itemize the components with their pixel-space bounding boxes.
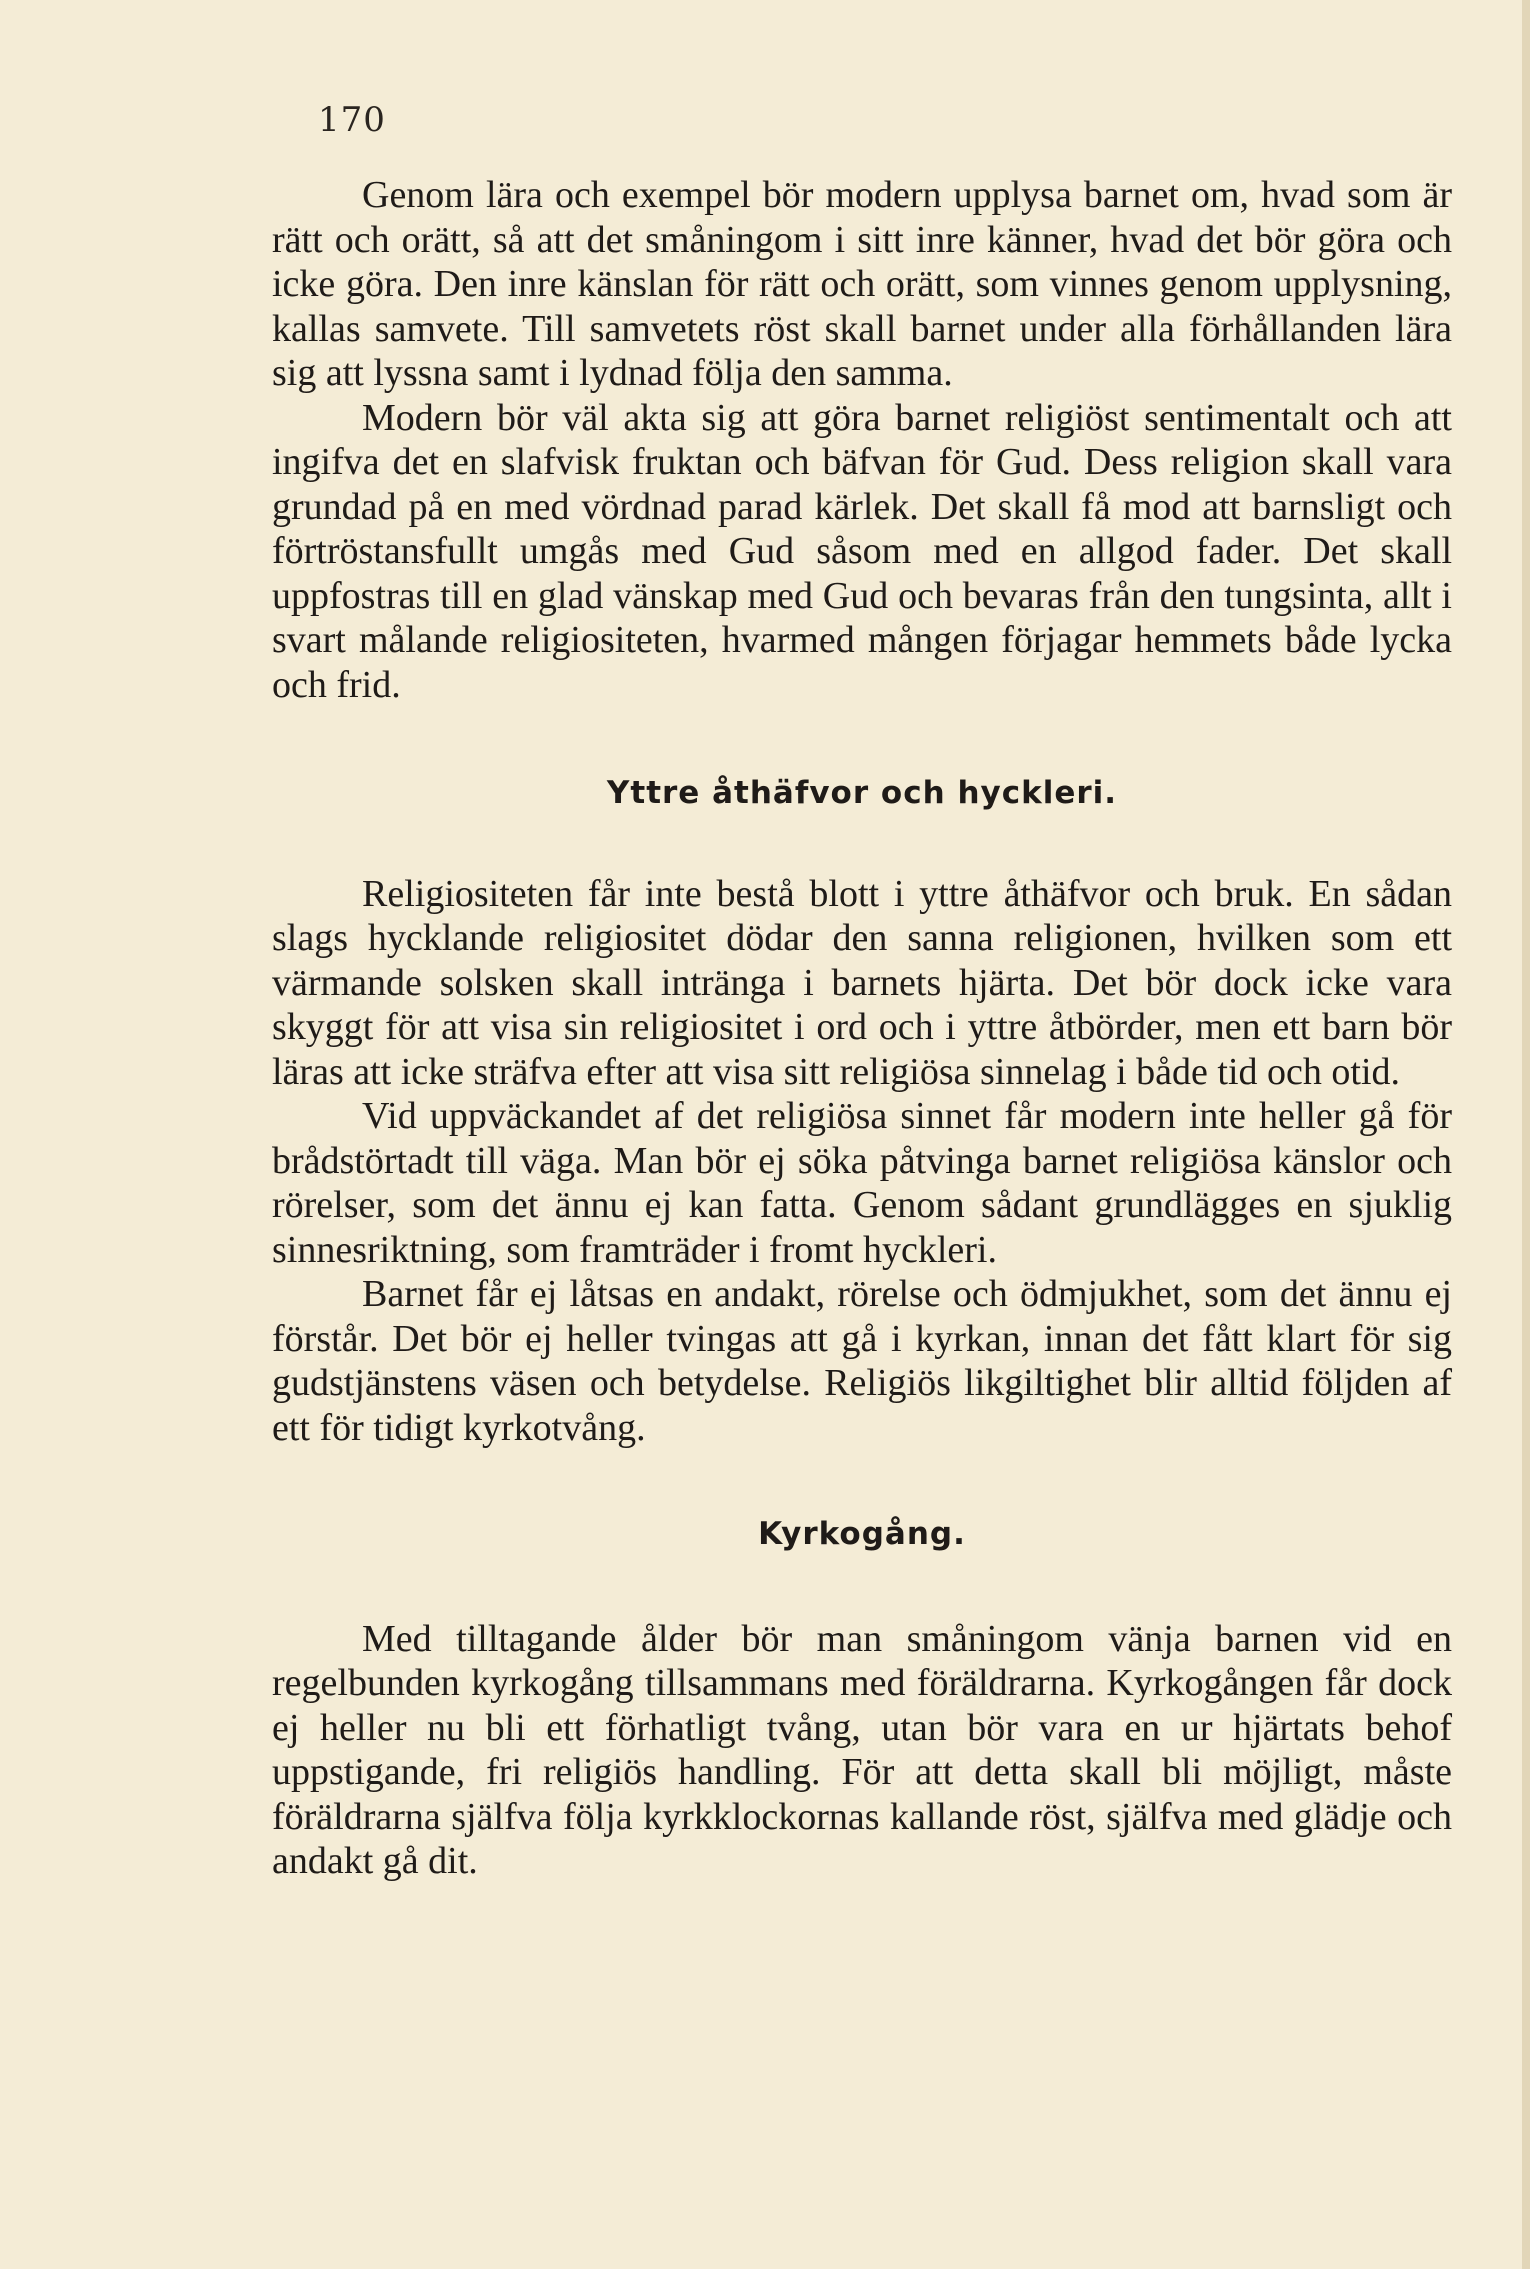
paragraph: Religiositeten får inte bestå blott i yttre åthäfvor och bruk. En sådan slags hycklande religiositet dödar den sanna religionen, hvilken som ett värmande solsken skall intränga i barnets hjärta. Det bör dock icke vara skyggt för att visa sin religiositet i ord och i yttre åtbörder, men ett barn bör läras att icke sträfva efter att visa sitt religiösa sinnelag i både tid och otid. (272, 872, 1452, 1093)
paragraph: Modern bör väl akta sig att göra barnet religiöst sentimentalt och att ingifva det en slafvisk fruktan och bäfvan för Gud. Dess religion skall vara grundad på en med vördnad parad kärlek. Det skall få mod att barnsligt och förtröstansfullt umgås med Gud såsom med en allgod fader. Det skall uppfostras till en glad vänskap med Gud och bevaras från den tungsinta, allt i svart målande religiositeten, hvarmed mången förjagar hemmets både lycka och frid. (272, 396, 1452, 706)
section-heading: Kyrkogång. (758, 1516, 966, 1552)
page-body (272, 173, 1452, 1884)
paragraph: Vid uppväckandet af det religiösa sinnet får modern inte heller gå för brådstörtadt till väga. Man bör ej söka påtvinga barnet religiösa känslor och rörelser, som det ännu ej kan fatta. Genom sådant grundlägges en sjuklig sinnesriktning, som framträder i fromt hyckleri. (272, 1095, 1452, 1271)
page-number: 170 (318, 100, 386, 140)
paragraph: Med tilltagande ålder bör man småningom vänja barnen vid en regelbunden kyrkogång tillsammans med föräldrarna. Kyrkogången får dock ej heller nu bli ett förhatligt tvång, utan bör vara en ur hjärtats behof uppstigande, fri religiös handling. För att detta skall bli möjligt, måste föräldrarna själfva följa kyrkklockornas kallande röst, själfva med glädje och andakt gå dit. (272, 1617, 1452, 1882)
paragraph: Barnet får ej låtsas en andakt, rörelse och ödmjukhet, som det ännu ej förstår. Det bör ej heller tvingas att gå i kyrkan, innan det fått klart för sig gudstjänstens väsen och betydelse. Religiös likgiltighet blir alltid följden af ett för tidigt kyrkotvång. (272, 1273, 1452, 1449)
paragraph: Genom lära och exempel bör modern upplysa barnet om, hvad som är rätt och orätt, så att det småningom i sitt inre känner, hvad det bör göra och icke göra. Den inre känslan för rätt och orätt, som vinnes genom upplysning, kallas samvete. Till samvetets röst skall barnet under alla förhållanden lära sig att lyssna samt i lydnad följa den samma. (272, 174, 1452, 394)
section-heading: Yttre åthäfvor och hyckleri. (606, 775, 1118, 811)
